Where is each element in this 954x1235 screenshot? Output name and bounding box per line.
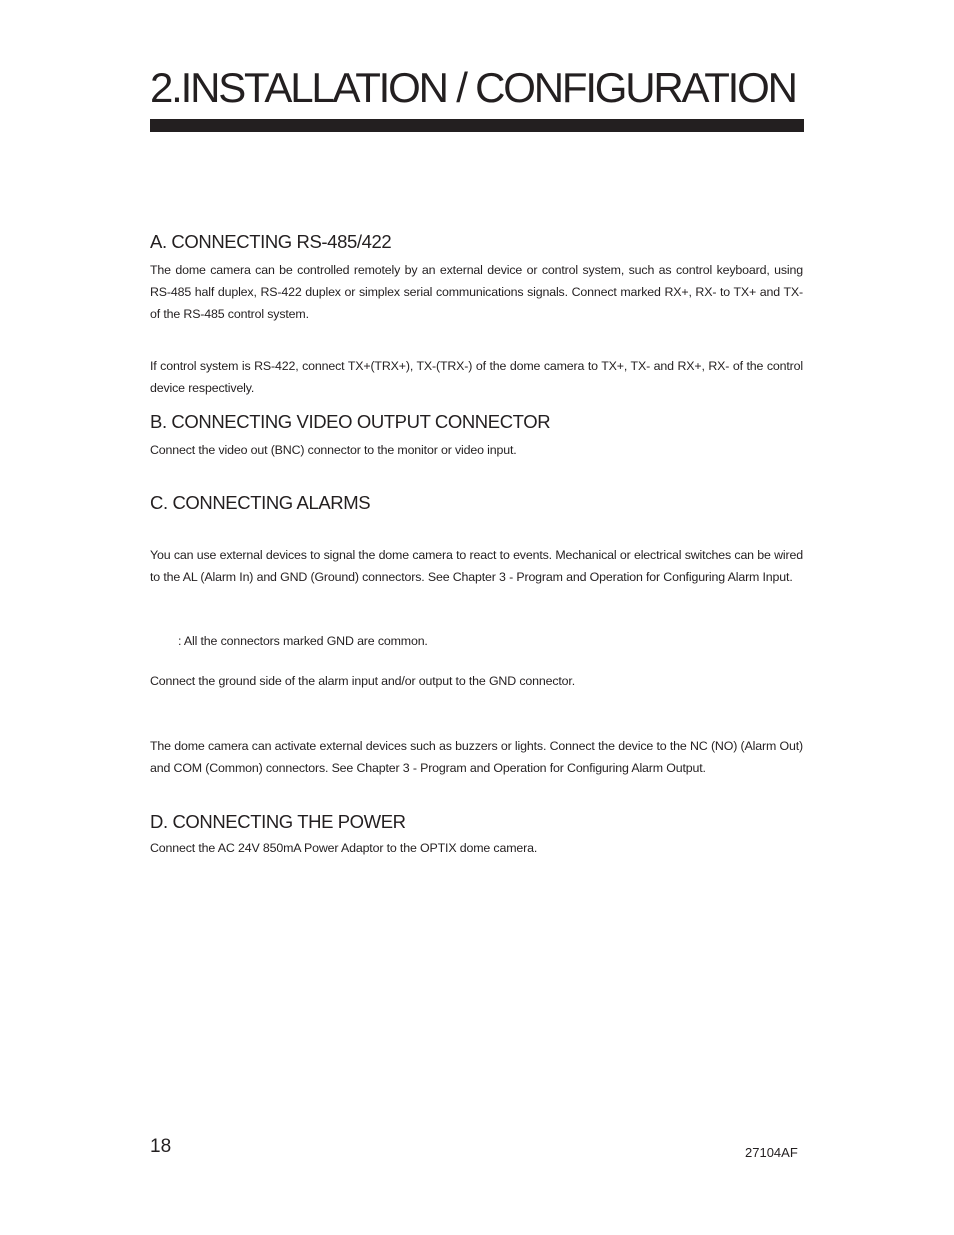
document-code: 27104AF bbox=[745, 1145, 798, 1160]
section-b-paragraph-1: Connect the video out (BNC) connector to the monitor or video input. bbox=[150, 443, 517, 457]
section-c-paragraph-3: The dome camera can activate external devices such as buzzers or lights. Connect the device to the NC (NO) (Alarm Out) and COM (Common) connectors. See Chapter 3 - Program and Operation for Configuring Alarm Output. bbox=[150, 739, 803, 775]
title-rule bbox=[150, 119, 804, 132]
section-c-paragraph-2: Connect the ground side of the alarm input and/or output to the GND connector. bbox=[150, 674, 575, 688]
section-b-heading: B. CONNECTING VIDEO OUTPUT CONNECTOR bbox=[150, 411, 551, 432]
section-c-paragraph-1: You can use external devices to signal the dome camera to react to events. Mechanical or electrical switches can be wired to the AL (Alarm In) and GND (Ground) connectors. See Chapter 3 - Program and Operation for Configuring Alarm Input. bbox=[150, 548, 803, 584]
section-c-note: : All the connectors marked GND are common. bbox=[178, 634, 428, 648]
page-number: 18 bbox=[150, 1136, 172, 1157]
page-title: 2.INSTALLATION / CONFIGURATION bbox=[150, 64, 796, 111]
section-a-heading: A. CONNECTING RS-485/422 bbox=[150, 231, 392, 252]
section-d-paragraph-1: Connect the AC 24V 850mA Power Adaptor to the OPTIX dome camera. bbox=[150, 841, 538, 855]
section-d-heading: D. CONNECTING THE POWER bbox=[150, 811, 406, 832]
section-a-paragraph-2: If control system is RS-422, connect TX+(TRX+), TX-(TRX-) of the dome camera to TX+, TX- and RX+, RX- of the control device respectively. bbox=[150, 359, 803, 395]
section-c-heading: C. CONNECTING ALARMS bbox=[150, 492, 371, 513]
section-a-paragraph-1: The dome camera can be controlled remotely by an external device or control system, such as control keyboard, using RS-485 half duplex, RS-422 duplex or simplex serial communications signals. Connect marked RX+, RX- to TX+ and TX- of the RS-485 control system. bbox=[150, 263, 803, 321]
